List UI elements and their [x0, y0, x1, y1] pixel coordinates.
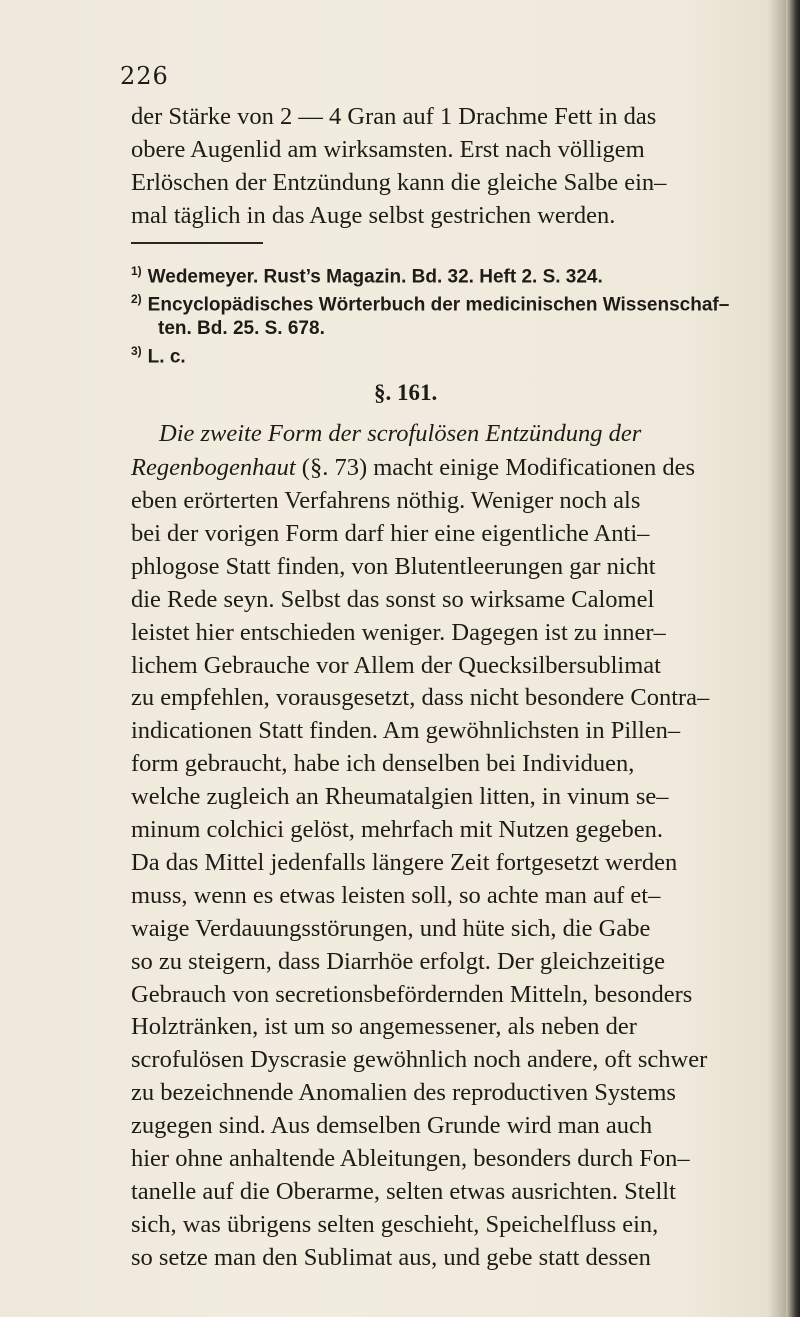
text-line: minum colchici gelöst, mehrfach mit Nutzen gegeben. — [131, 816, 664, 843]
text-line: zugegen sind. Aus demselben Grunde wird man auch — [131, 1112, 653, 1140]
text-line: sich, was übrigens selten geschieht, Speichelfluss ein, — [131, 1210, 659, 1238]
text-line: zu empfehlen, vorausgesetzt, dass nicht besondere Contra– — [131, 684, 710, 712]
text-line: Gebrauch von secretionsbefördernden Mitteln, besonders — [131, 980, 693, 1008]
footnote-mark: 2) — [131, 292, 142, 306]
footnote — [131, 264, 603, 288]
footnote — [131, 344, 186, 368]
page-number: 226 — [120, 62, 169, 90]
text-line: obere Augenlid am wirksamsten. Erst nach völligem — [131, 136, 645, 163]
italic-title: Die zweite Form der scrofulösen Entzündung der — [159, 420, 642, 447]
text-line: muss, wenn es etwas leisten soll, so achte man auf et– — [131, 881, 661, 909]
text-line: phlogose Statt finden, von Blutentleerungen gar nicht — [131, 552, 656, 580]
footnote-text: Wedemeyer. Rust’s Magazin. Bd. 32. Heft 2. S. 324. — [147, 266, 603, 288]
text-line: welche zugleich an Rheumatalgien litten, in vinum se– — [131, 783, 669, 811]
footnote-text: L. c. — [147, 346, 186, 368]
footnote — [131, 292, 729, 316]
text-line: Erlöschen der Entzündung kann die gleiche Salbe ein– — [131, 169, 667, 196]
text-line: lichem Gebrauche vor Allem der Quecksilbersublimat — [131, 651, 661, 679]
footnote — [158, 318, 325, 340]
footnote-divider — [131, 242, 263, 244]
text-line: leistet hier entschieden weniger. Dagegen ist zu inner– — [131, 618, 666, 646]
section-heading: §. 161. — [374, 380, 438, 405]
text-line: Holztränken, ist um so angemessener, als neben der — [131, 1013, 637, 1041]
text-run: (§. 73) macht einige Modificationen des — [295, 454, 696, 481]
text-line: zu bezeichnende Anomalien des reproductiven Systems — [131, 1079, 676, 1107]
text-line: eben erörterten Verfahrens nöthig. Weniger noch als — [131, 487, 641, 514]
text-line: waige Verdauungsstörungen, und hüte sich, die Gabe — [131, 914, 651, 942]
footnote-mark: 3) — [131, 344, 142, 358]
text-line: Da das Mittel jedenfalls längere Zeit fortgesetzt werden — [131, 848, 678, 876]
page-edge-shadow — [786, 0, 800, 1317]
text-line: indicationen Statt finden. Am gewöhnlichsten in Pillen– — [131, 717, 681, 745]
text-line — [159, 420, 641, 448]
text-line: so zu steigern, dass Diarrhöe erfolgt. Der gleichzeitige — [131, 947, 666, 975]
italic-title: Regenbogenhaut — [131, 454, 296, 481]
text-line: form gebraucht, habe ich denselben bei Individuen, — [131, 750, 635, 778]
footnote-text: ten. Bd. 25. S. 678. — [158, 318, 325, 339]
text-line: tanelle auf die Oberarme, selten etwas ausrichten. Stellt — [131, 1177, 676, 1205]
text-line — [131, 454, 695, 482]
text-line: bei der vorigen Form darf hier eine eigentliche Anti– — [131, 519, 650, 547]
text-line: hier ohne anhaltende Ableitungen, besonders durch Fon– — [131, 1145, 690, 1172]
text-line: mal täglich in das Auge selbst gestrichen werden. — [131, 202, 616, 229]
footnote-mark: 1) — [131, 264, 142, 278]
footnote-text: Encyclopädisches Wörterbuch der medicinischen Wissenschaf– — [147, 294, 730, 316]
text-line: so setze man den Sublimat aus, und gebe statt dessen — [131, 1243, 651, 1271]
text-line: der Stärke von 2 — 4 Gran auf 1 Drachme Fett in das — [131, 103, 657, 130]
text-line: die Rede seyn. Selbst das sonst so wirksame Calomel — [131, 585, 655, 613]
text-line: scrofulösen Dyscrasie gewöhnlich noch andere, oft schwer — [131, 1046, 708, 1074]
